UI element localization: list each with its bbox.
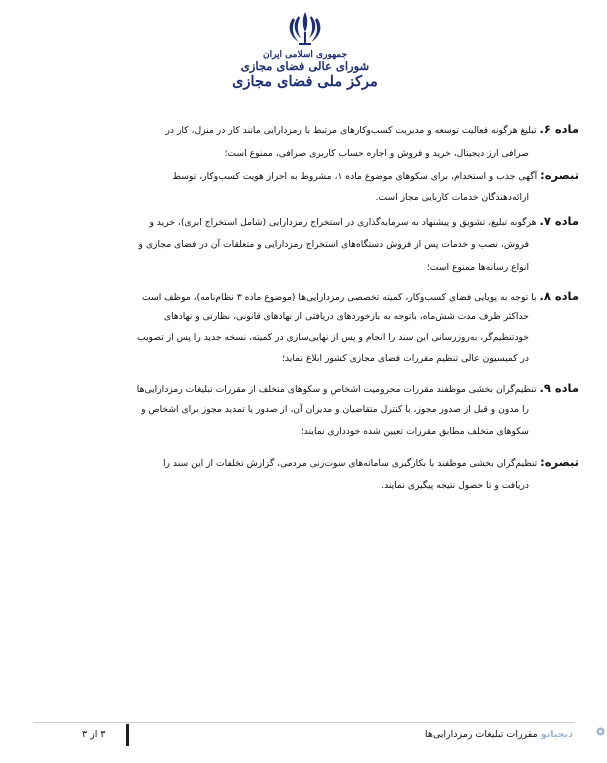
footer-divider	[34, 722, 574, 723]
letterhead	[230, 8, 380, 90]
article-text-line: حداکثر ظرف مدت شش‌ماه، باتوجه به بازخوردهای دریافتی از نهادهای قانونی، نظارتی و نهادهای	[163, 311, 529, 322]
header-line-1: جمهوری اسلامی ایران	[262, 50, 348, 60]
watermark-logo-icon	[596, 727, 605, 736]
note-label: تبصره:	[540, 455, 579, 469]
note-text-line: آگهی جذب و استخدام، برای سکوهای موضوع ماده ۱، مشروط به احراز هویت کسب‌وکار، توسط	[172, 171, 538, 182]
article-text-line: تنظیم‌گران بخشی موظفند مقررات محرومیت اشخاص و سکوهای متخلف از مقررات تبلیغات رمزدارایی‌ها	[136, 384, 537, 395]
article-text-line: در کمیسیون عالی تنظیم مقررات فضای مجازی کشور ابلاغ نماید؛	[282, 353, 529, 364]
note-text-line: تنظیم‌گران بخشی موظفند با بکارگیری سامانه‌های سوت‌زنی مردمی، گزارش تخلفات از این سند را	[162, 458, 538, 469]
article-text-line: سکوهای متخلف مطابق مقررات تعیین شده خودداری نمایند؛	[300, 426, 529, 437]
article-label: ماده ۶.	[539, 122, 579, 136]
article-text-line: را مدون و قبل از صدور مجوز، با کنترل متقاضیان و مدیران آن، از صدور یا تمدید مجوز برای اشخاص و	[141, 404, 529, 415]
article-label: ماده ۸.	[539, 289, 579, 303]
page-number: ۳ از ۳	[82, 729, 106, 740]
article-text-line: خودتنظیم‌گر، به‌روزرسانی این سند را انجام و پس از نهایی‌سازی در کمیته، نسخه جدید را پس از تصویب	[136, 332, 529, 343]
note-text-line: ارائه‌دهندگان خدمات کاربایی مجاز است.	[375, 192, 529, 203]
watermark-text: دیجیاتو	[540, 729, 573, 740]
article-text-line: با توجه به پویایی فضای کسب‌وکار، کمیته تخصصی رمزدارایی‌ها (موضوع ماده ۳ نظام‌نامه)، موظف است	[141, 292, 537, 303]
footer-title-text: مقررات تبلیغات رمزدارایی‌ها	[424, 729, 538, 740]
note-label: تبصره:	[540, 168, 579, 182]
footer-separator-bar	[126, 724, 129, 746]
iran-emblem-icon	[287, 8, 323, 48]
article-label: ماده ۷.	[539, 214, 579, 228]
note-text-line: دریافت و تا حصول نتیجه پیگیری نمایند.	[381, 480, 529, 491]
article-text-line: فروش، نصب و خدمات پس از فروش دستگاه‌های استخراج رمزدارایی و متعلقات آن در فضای مجازی و	[138, 239, 529, 250]
article-text-line: صرافی ارز دیجیتال، خرید و فروش و اجاره حساب کاربری صرافی، ممنوع است؛	[224, 148, 529, 159]
header-line-2: شورای عالی فضای مجازی	[240, 59, 370, 74]
article-text-line: تبلیغ هرگونه فعالیت توسعه و مدیریت کسب‌وکارهای مرتبط با رمزدارایی مانند کار در منزل، کار در	[165, 125, 537, 136]
article-text-line: انواع رسانه‌ها ممنوع است؛	[426, 262, 529, 273]
footer-document-title	[425, 729, 573, 740]
header-line-3: مرکز ملی فضای مجازی	[232, 72, 378, 90]
article-text-line: هرگونه تبلیغ، تشویق و پیشنهاد به سرمایه‌گذاری در استخراج رمزدارایی (شامل استخراج ابری)، خرید و	[149, 217, 537, 228]
article-label: ماده ۹.	[539, 381, 579, 395]
